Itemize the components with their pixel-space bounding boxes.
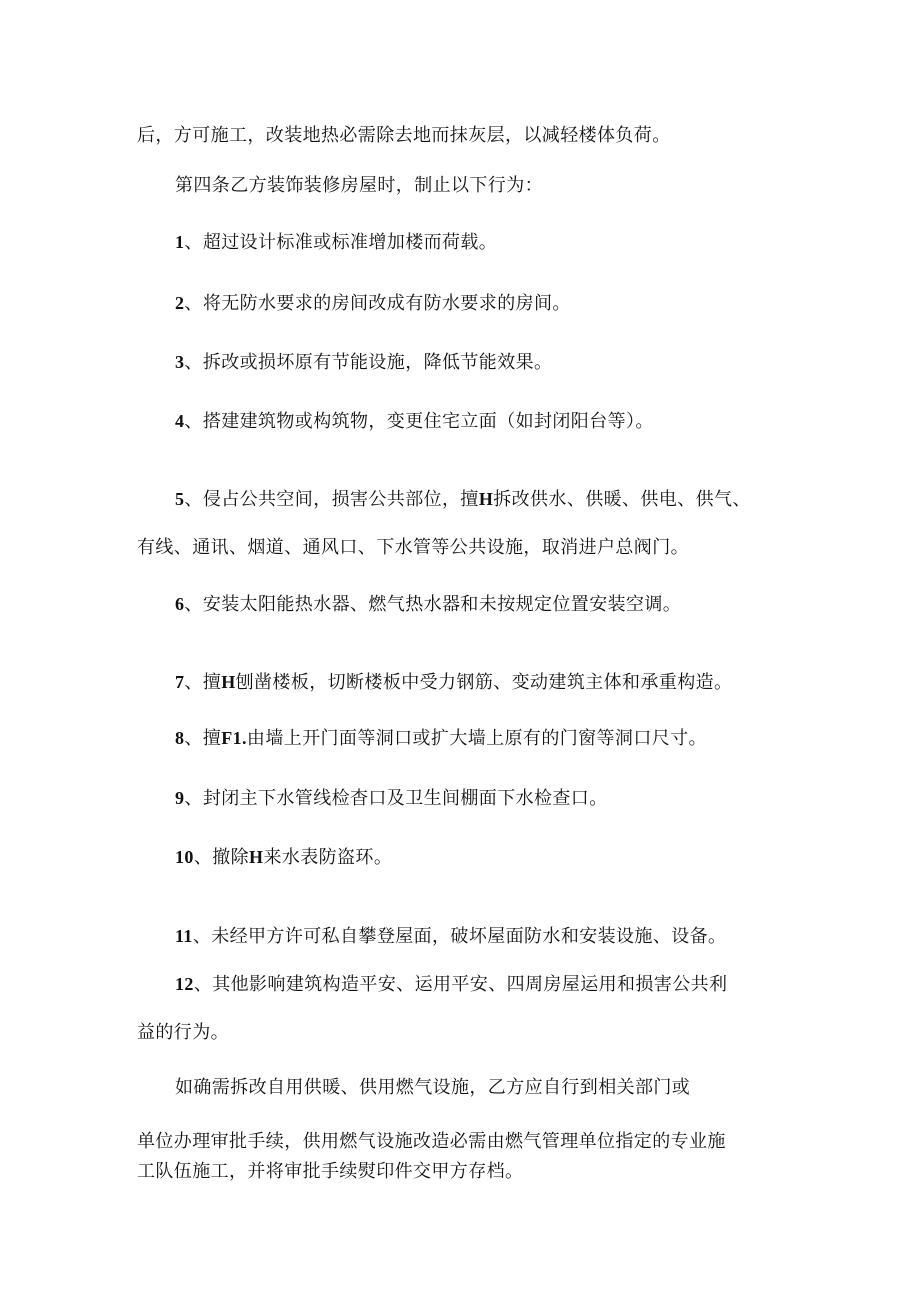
item-separator: 、 <box>184 232 203 253</box>
item-separator: 、 <box>184 788 203 809</box>
item-mark: H <box>249 847 264 867</box>
list-item-12 <box>175 972 727 997</box>
item-separator: 、 <box>184 411 203 432</box>
item-text: 其他影响建筑构造平安、运用平安、四周房屋运用和损害公共利 <box>212 974 728 995</box>
list-item-3 <box>175 350 552 375</box>
list-item-6 <box>175 592 681 617</box>
closing-paragraph: 如确需拆改自用供暖、供用燃气设施，乙方应自行到相关部门或 <box>175 1077 691 1098</box>
item-text: 擅 <box>202 728 222 749</box>
item-text: 侵占公共空间，损害公共部位，擅 <box>202 489 479 510</box>
list-item-11 <box>175 924 726 949</box>
item-text: 刨凿楼板，切断楼板中受力钢筋、变动建筑主体和承重构造。 <box>235 672 733 693</box>
list-item-12-continuation: 益的行为。 <box>137 1022 229 1043</box>
item-mark: H <box>221 672 236 692</box>
list-item-5 <box>175 487 751 512</box>
item-number: 7 <box>175 672 185 692</box>
list-item-8 <box>175 726 707 751</box>
list-item-10 <box>175 845 392 870</box>
paragraph-continuation: 后，方可施工，改装地热必需除去地而抹灰层，以减轻楼体负荷。 <box>137 125 671 146</box>
item-text: 由墙上开门面等洞口或扩大墙上原有的门窗等洞口尺寸。 <box>246 728 707 749</box>
item-separator: 、 <box>184 489 203 510</box>
item-number: 9 <box>175 788 185 808</box>
item-separator: 、 <box>193 847 213 868</box>
closing-paragraph-continuation-1: 单位办理审批手续，供用燃气设施改造必需由燃气管理单位指定的专业施 <box>137 1131 726 1152</box>
item-text: 未经甲方许可私自攀登屋面，破坏屋面防水和安装设施、设备。 <box>211 926 727 947</box>
item-text: 封闭主下水管线检杳口及卫生间棚面下水检查口。 <box>202 788 608 809</box>
item-separator: 、 <box>192 926 212 947</box>
item-number: 6 <box>175 594 185 614</box>
item-number: 12 <box>175 974 194 994</box>
item-text: 超过设计标准或标准增加楼而荷载。 <box>202 232 498 253</box>
list-item-7 <box>175 670 732 695</box>
closing-paragraph-continuation-2: 工队伍施工，并将审批手续熨印件交甲方存档。 <box>137 1161 524 1182</box>
list-item-5-continuation: 有线、通讯、烟道、通风口、下水管等公共设施，取消进户总阀门。 <box>137 537 689 558</box>
item-separator: 、 <box>184 728 203 749</box>
item-text: 拆改供水、供暖、供电、供气、 <box>493 489 751 510</box>
item-separator: 、 <box>184 293 203 314</box>
item-separator: 、 <box>193 974 213 995</box>
item-number: 4 <box>175 411 185 431</box>
item-number: 5 <box>175 489 185 509</box>
item-mark: F1. <box>221 728 247 748</box>
item-number: 2 <box>175 293 185 313</box>
item-separator: 、 <box>184 672 203 693</box>
list-item-9 <box>175 786 608 811</box>
article-4-heading: 第四条乙方装饰装修房屋时，制止以下行为： <box>175 175 543 196</box>
item-number: 8 <box>175 728 185 748</box>
item-mark: H <box>478 489 494 509</box>
item-separator: 、 <box>184 594 203 615</box>
list-item-2 <box>175 291 571 316</box>
item-text: 来水表防盗环。 <box>263 847 393 868</box>
item-number: 10 <box>175 847 194 867</box>
item-text: 擅 <box>202 672 222 693</box>
item-text: 安装太阳能热水器、燃气热水器和未按规定位置安装空调。 <box>202 594 682 615</box>
item-text: 将无防水要求的房间改成有防水要求的房间。 <box>202 293 571 314</box>
item-text: 拆改或损坏原有节能设施，降低节能效果。 <box>202 352 553 373</box>
item-text: 撤除 <box>212 847 250 868</box>
item-number: 11 <box>175 926 193 946</box>
list-item-1 <box>175 230 497 255</box>
item-separator: 、 <box>184 352 203 373</box>
item-number: 3 <box>175 352 185 372</box>
list-item-4 <box>175 409 654 434</box>
item-text: 搭建建筑物或构筑物，变更住宅立面（如封闭阳台等）。 <box>202 411 654 432</box>
item-number: 1 <box>175 232 185 252</box>
